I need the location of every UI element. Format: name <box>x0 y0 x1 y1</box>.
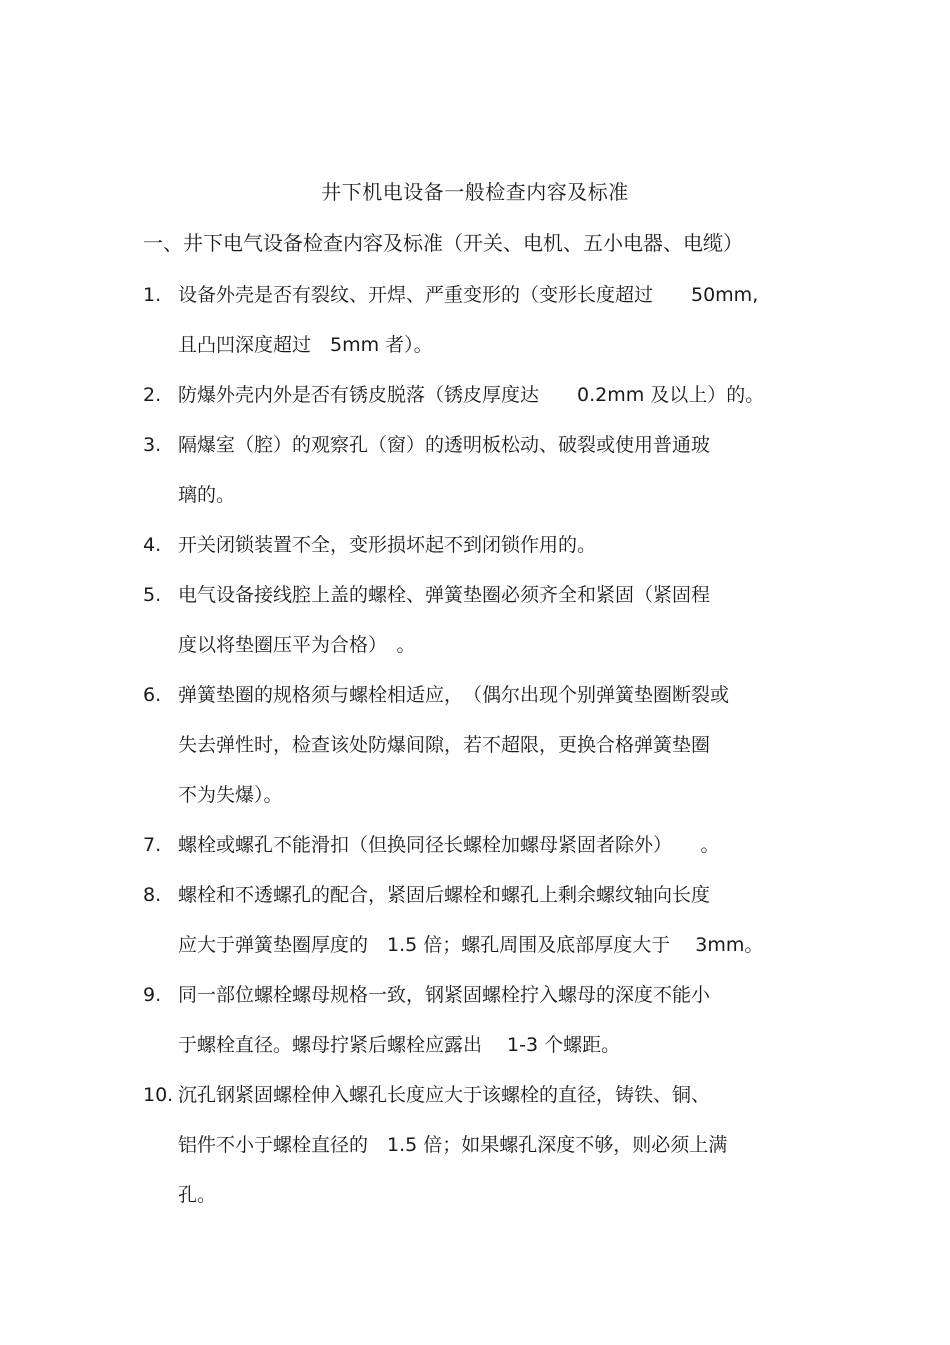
item-number: 9. <box>143 984 162 1006</box>
item-text-line: 电气设备接线腔上盖的螺栓、弹簧垫圈必须齐全和紧固（紧固程 <box>178 584 711 606</box>
item-number: 10. <box>143 1084 174 1106</box>
inspection-item-2 <box>143 381 823 409</box>
inspection-item-7 <box>143 831 823 859</box>
item-text-line: 不为失爆）。 <box>178 784 283 806</box>
item-text-line: 螺栓和不透螺孔的配合，紧固后螺栓和螺孔上剩余螺纹轴向长度 <box>178 884 711 906</box>
item-text-line: 孔。 <box>178 1184 217 1206</box>
item-number: 5. <box>143 584 162 606</box>
item-text-line: 且凸凹深度超过 5mm 者）。 <box>178 334 433 356</box>
item-text-line: 同一部位螺栓螺母规格一致，钢紧固螺栓拧入螺母的深度不能小 <box>178 984 711 1006</box>
item-text-line: 沉孔钢紧固螺栓伸入螺孔长度应大于该螺栓的直径，铸铁、铜、 <box>178 1084 711 1106</box>
item-number: 2. <box>143 384 162 406</box>
item-text-line: 铝件不小于螺栓直径的 1.5 倍；如果螺孔深度不够，则必须上满 <box>178 1134 728 1156</box>
inspection-item-4 <box>143 531 823 559</box>
item-text-line: 度以将垫圈压平为合格） 。 <box>178 634 416 656</box>
inspection-item-9 <box>143 981 823 1059</box>
item-number: 1. <box>143 284 162 306</box>
inspection-item-list <box>143 281 823 1231</box>
item-number: 6. <box>143 684 162 706</box>
item-text-line: 螺栓或螺孔不能滑扣（但换同径长螺栓加螺母紧固者除外） 。 <box>178 834 720 856</box>
item-text-line: 于螺栓直径。螺母拧紧后螺栓应露出 1-3 个螺距。 <box>178 1034 621 1056</box>
document-title: 井下机电设备一般检查内容及标准 <box>321 180 629 204</box>
inspection-item-10 <box>143 1081 823 1209</box>
inspection-item-5 <box>143 581 823 659</box>
section-heading: 一、井下电气设备检查内容及标准（开关、电机、五小电器、电缆） <box>143 231 743 255</box>
inspection-item-6 <box>143 681 823 809</box>
item-text-line: 开关闭锁装置不全，变形损坏起不到闭锁作用的。 <box>178 534 597 556</box>
item-text-line: 应大于弹簧垫圈厚度的 1.5 倍；螺孔周围及底部厚度大于 3mm。 <box>178 934 764 956</box>
item-number: 7. <box>143 834 162 856</box>
item-text-line: 失去弹性时，检查该处防爆间隙，若不超限，更换合格弹簧垫圈 <box>178 734 711 756</box>
item-number: 3. <box>143 434 162 456</box>
inspection-item-8 <box>143 881 823 959</box>
item-text-line: 弹簧垫圈的规格须与螺栓相适应， （偶尔出现个别弹簧垫圈断裂或 <box>178 684 730 706</box>
item-number: 8. <box>143 884 162 906</box>
item-text-line: 设备外壳是否有裂纹、开焊、严重变形的（变形长度超过 50mm, <box>178 284 759 306</box>
item-text-line: 隔爆室（腔）的观察孔（窗）的透明板松动、破裂或使用普通玻 <box>178 434 711 456</box>
item-text-line: 璃的。 <box>178 484 236 506</box>
item-number: 4. <box>143 534 162 556</box>
inspection-item-3 <box>143 431 823 509</box>
item-text-line: 防爆外壳内外是否有锈皮脱落（锈皮厚度达 0.2mm 及以上）的。 <box>178 384 765 406</box>
inspection-item-1 <box>143 281 823 359</box>
